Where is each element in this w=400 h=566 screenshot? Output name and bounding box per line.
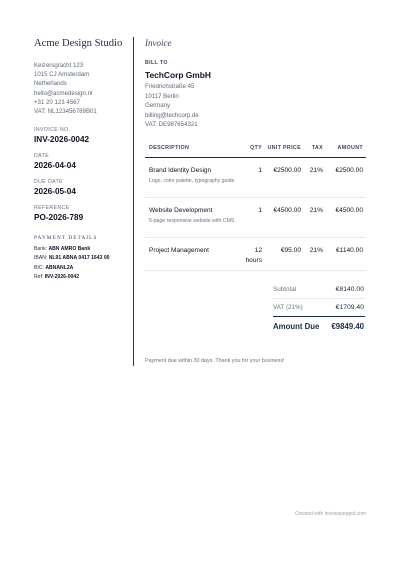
table-row [145, 238, 366, 271]
bill-to-label: BILL TO [145, 60, 168, 66]
company-address [34, 61, 130, 116]
footer-credit: Created with invoicepeppol.com [295, 511, 366, 517]
payment-iban [34, 254, 130, 263]
item-amount: €2500.00 [335, 166, 363, 174]
item-amount: €1140.00 [335, 246, 363, 254]
payment-ref [34, 273, 130, 282]
invoice-number-label: INVOICE NO. [34, 127, 71, 134]
client-address-line: Germany [145, 102, 171, 110]
due-date-label: DUE DATE [34, 179, 64, 186]
client-name: TechCorp GmbH [145, 70, 211, 80]
payment-bank-label: Bank: [34, 246, 48, 253]
totals-divider-strong [273, 316, 365, 317]
item-tax: 21% [309, 246, 323, 254]
amount-due-label: Amount Due [273, 321, 320, 331]
due-date: 2026-05-04 [34, 187, 76, 197]
item-title: Project Management [149, 246, 209, 254]
item-amount: €4500.00 [335, 206, 363, 214]
subtotal-value: €8140.00 [335, 285, 364, 293]
payment-details [34, 245, 130, 282]
amount-due-value: €9849.40 [331, 321, 364, 331]
company-email: hello@acmedesign.nl [34, 89, 93, 97]
client-address [145, 82, 366, 130]
reference-block [34, 205, 130, 222]
items-table-header [145, 143, 366, 158]
payment-ref-value: INV-2026-0042 [44, 273, 80, 280]
date-label: DATE [34, 153, 50, 160]
item-qty: 1 [258, 166, 262, 174]
vat-label: VAT (21%) [273, 303, 303, 311]
reference: PO-2026-789 [34, 213, 84, 223]
payment-bic [34, 264, 130, 273]
company-name: Acme Design Studio [34, 38, 123, 49]
header-tax: TAX [311, 144, 323, 151]
payment-details-title: PAYMENT DETAILS [34, 235, 98, 242]
company-address-line: 1015 CJ Amsterdam [34, 71, 90, 79]
company-phone: +31 20 123 4567 [34, 98, 80, 106]
company-vat: VAT: NL123456789B01 [34, 108, 97, 116]
client-vat: VAT: DE987654321 [145, 121, 198, 129]
due-date-block [34, 179, 130, 196]
subtotal-label: Subtotal [273, 285, 297, 293]
invoice-main [145, 38, 366, 351]
item-subtitle: 5-page responsive website with CMS [149, 217, 235, 224]
sender-column [34, 38, 130, 282]
payment-bic-value: ABNANL2A [45, 264, 74, 271]
reference-label: REFERENCE [34, 205, 70, 212]
header-description: DESCRIPTION [149, 144, 190, 151]
payment-iban-value: NL91 ABNA 0417 1643 00 [48, 255, 110, 262]
item-qty: 1 [258, 206, 262, 214]
date-block [34, 153, 130, 170]
column-divider [133, 37, 134, 366]
company-address-line: Netherlands [34, 80, 67, 88]
item-qty-unit: hours [245, 256, 262, 264]
item-title: Brand Identity Design [149, 166, 212, 174]
payment-bic-label: BIC: [34, 264, 44, 271]
header-amount: AMOUNT [337, 144, 363, 151]
totals-divider [273, 298, 365, 299]
payment-bank [34, 245, 130, 254]
table-row [145, 198, 366, 238]
item-tax: 21% [309, 166, 323, 174]
vat-value: €1709.40 [335, 303, 364, 311]
item-unit-price: €95.00 [280, 246, 301, 254]
payment-iban-label: IBAN: [34, 255, 48, 262]
item-qty: 12 [254, 246, 262, 254]
item-unit-price: €4500.00 [273, 206, 301, 214]
invoice-number: INV-2026-0042 [34, 135, 90, 145]
item-tax: 21% [309, 206, 323, 214]
payment-note: Payment due within 30 days. Thank you for your business! [145, 358, 285, 364]
invoice-date: 2026-04-04 [34, 161, 76, 171]
header-unit-price: UNIT PRICE [267, 144, 301, 151]
company-address-line: Keizersgracht 123 [34, 62, 84, 69]
payment-ref-label: Ref: [34, 273, 44, 280]
client-address-line: 10117 Berlin [145, 92, 179, 100]
totals-block [145, 271, 366, 351]
client-email: billing@techcorp.de [145, 111, 199, 119]
client-address-line: Friedrichstraße 45 [145, 83, 195, 90]
item-unit-price: €2500.00 [273, 166, 301, 174]
invoice-number-block [34, 127, 130, 144]
invoice-title: Invoice [145, 38, 172, 48]
item-title: Website Development [149, 206, 213, 214]
table-row [145, 158, 366, 198]
item-subtitle: Logo, color palette, typography guide [149, 177, 235, 184]
header-qty: QTY [250, 144, 262, 151]
payment-bank-value: ABN AMRO Bank [48, 246, 91, 253]
